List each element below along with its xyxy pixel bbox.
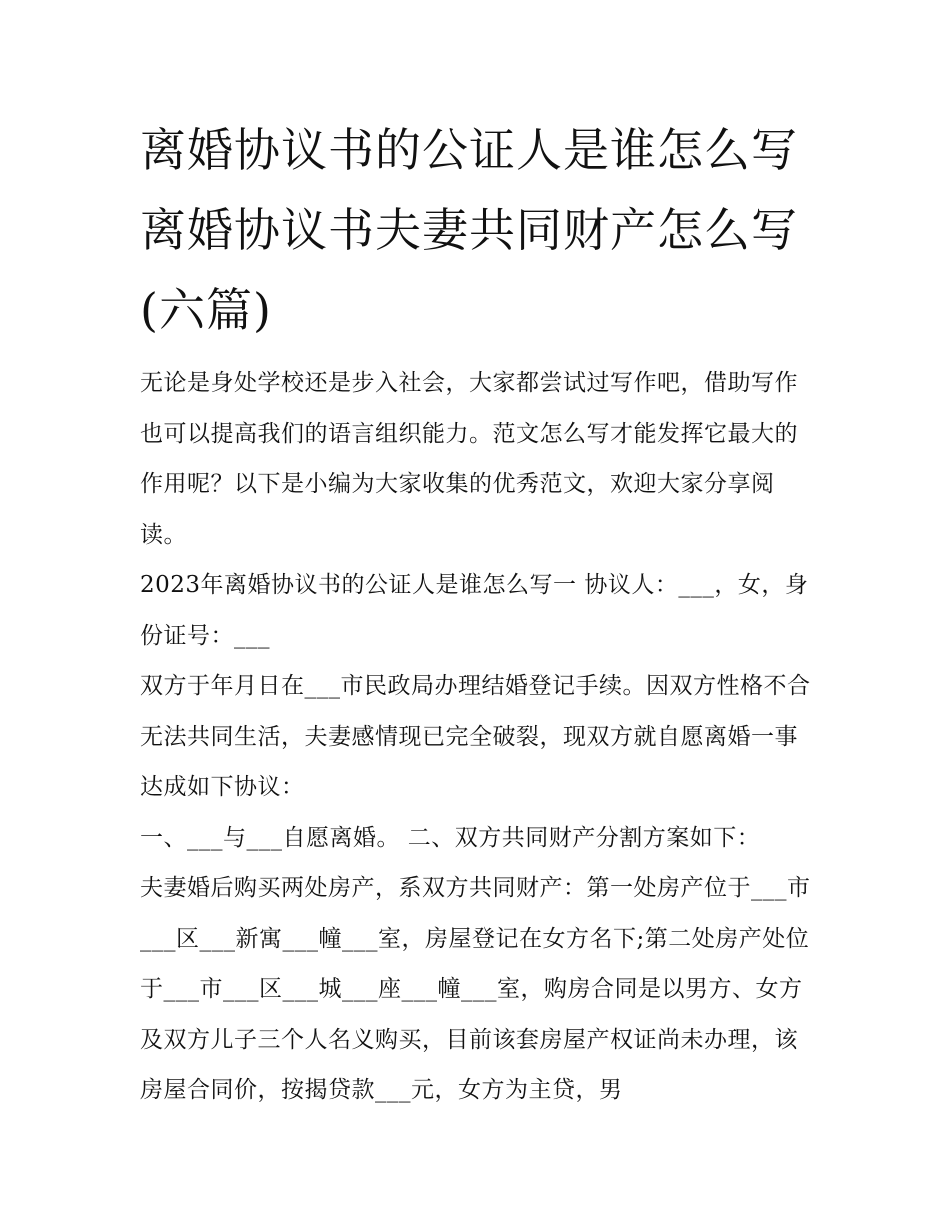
agreement-party-paragraph: 2023年离婚协议书的公证人是谁怎么写一 协议人：___，女，身份证号：___ [140,572,809,649]
document-content [140,110,812,1116]
document-title: 离婚协议书的公证人是谁怎么写 离婚协议书夫妻共同财产怎么写(六篇) [140,123,798,337]
document-body [140,358,812,1116]
agreement-clauses-paragraph: 一、___与___自愿离婚。 二、双方共同财产分割方案如下： [140,824,761,851]
marriage-registration-paragraph: 双方于年月日在___市民政局办理结婚登记手续。因双方性格不合无法共同生活，夫妻感情现已完全破裂，现双方就自愿离婚一事达成如下协议： [140,673,811,800]
property-paragraph: 夫妻婚后购买两处房产，系双方共同财产：第一处房产位于___市___区___新寓___幢___室，房屋登记在女方名下;第二处房产处位于___市___区___城___座___幢___室，购房合同是以男方、女方及双方儿子三个人名义购买，目前该套房屋产权证尚未办理，该房屋合同价，按揭贷款___元，女方为主贷，男 [140,875,811,1103]
intro-paragraph: 无论是身处学校还是步入社会，大家都尝试过写作吧，借助写作也可以提高我们的语言组织能力。范文怎么写才能发挥它最大的作用呢？以下是小编为大家收集的优秀范文，欢迎大家分享阅读。 [140,370,798,548]
